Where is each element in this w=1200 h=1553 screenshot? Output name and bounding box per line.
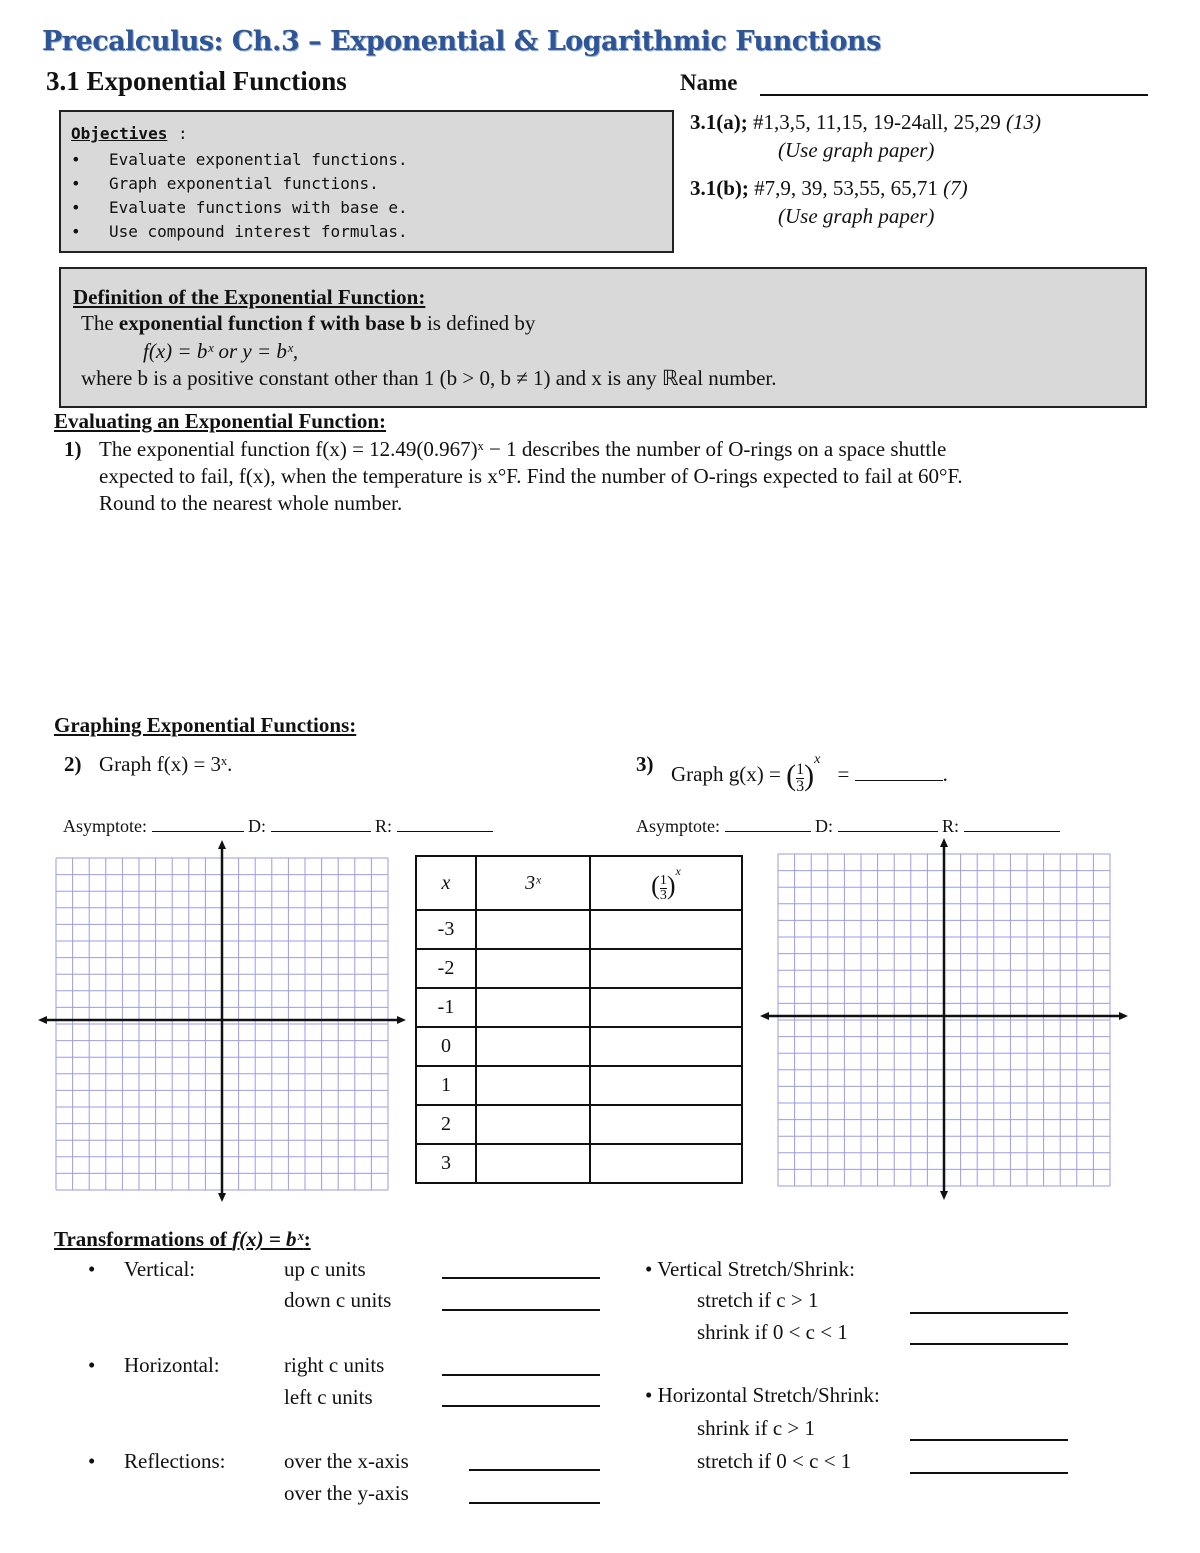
hstretch-stretch: stretch if 0 < c < 1 bbox=[697, 1449, 852, 1473]
table-row: 0 bbox=[416, 1027, 742, 1066]
axis-arrow-icon bbox=[218, 840, 226, 849]
problem-2-text: Graph f(x) = 3ˣ. bbox=[99, 752, 233, 776]
horizontal-left-blank[interactable] bbox=[442, 1405, 600, 1407]
header-one-third-x: ( $\frac{1}{3}$ )$^x$ bbox=[590, 856, 742, 910]
table-cell-one-third-x[interactable] bbox=[590, 910, 742, 949]
table-cell-3x[interactable] bbox=[476, 1144, 590, 1183]
definition-box bbox=[59, 267, 1147, 408]
table-cell-one-third-x[interactable] bbox=[590, 1105, 742, 1144]
vstretch-shrink: shrink if 0 < c < 1 bbox=[697, 1320, 848, 1344]
hstretch-stretch-blank[interactable] bbox=[910, 1472, 1068, 1474]
fraction-paren: ( bbox=[786, 759, 797, 792]
fraction: $\frac{1}{3}$ bbox=[796, 761, 805, 795]
axis-arrow-icon bbox=[397, 1016, 406, 1024]
axis-arrow-icon bbox=[940, 838, 948, 847]
table-cell-3x[interactable] bbox=[476, 1027, 590, 1066]
table-cell-one-third-x[interactable] bbox=[590, 1066, 742, 1105]
table-cell-3x[interactable] bbox=[476, 988, 590, 1027]
section-title: 3.1 Exponential Functions bbox=[46, 66, 347, 96]
bullet: • bbox=[88, 1257, 96, 1281]
domain-blank[interactable] bbox=[838, 831, 938, 832]
problem-2-number: 2) bbox=[64, 752, 82, 776]
domain-blank[interactable] bbox=[271, 831, 371, 832]
vertical-down-blank[interactable] bbox=[442, 1309, 600, 1311]
horizontal-right: right c units bbox=[284, 1353, 385, 1377]
asymptote-blank[interactable] bbox=[152, 831, 244, 832]
vstretch-shrink-blank[interactable] bbox=[910, 1343, 1068, 1345]
asd-row-left: Asymptote: D: R: bbox=[63, 816, 493, 837]
objectives-box bbox=[59, 110, 674, 253]
table-cell-one-third-x[interactable] bbox=[590, 949, 742, 988]
vstretch-stretch-blank[interactable] bbox=[910, 1312, 1068, 1314]
table-row: 2 bbox=[416, 1105, 742, 1144]
problem-1-line-2: expected to fail, f(x), when the temperature is x°F. Find the number of O-rings expected to fail at 60°F. bbox=[99, 464, 963, 488]
range-blank[interactable] bbox=[964, 831, 1060, 832]
objective-item: • Graph exponential functions. bbox=[71, 174, 379, 193]
axis-arrow-icon bbox=[218, 1193, 226, 1202]
header-x: x bbox=[416, 856, 476, 910]
objectives-heading: Objectives bbox=[71, 124, 168, 143]
table-cell-3x[interactable] bbox=[476, 1066, 590, 1105]
name-blank-line[interactable] bbox=[760, 94, 1148, 96]
graph-grid-right[interactable] bbox=[760, 838, 1128, 1200]
horizontal-label: Horizontal: bbox=[124, 1353, 220, 1377]
table-cell-3x[interactable] bbox=[476, 949, 590, 988]
vertical-up-blank[interactable] bbox=[442, 1277, 600, 1279]
homework-a: 3.1(a); #1,3,5, 11,15, 19-24all, 25,29 (13) bbox=[690, 110, 1041, 134]
table-cell-one-third-x[interactable] bbox=[590, 988, 742, 1027]
table-row: -2 bbox=[416, 949, 742, 988]
table-row: 3 bbox=[416, 1144, 742, 1183]
vertical-label: Vertical: bbox=[124, 1257, 196, 1281]
axis-arrow-icon bbox=[38, 1016, 47, 1024]
evaluating-heading: Evaluating an Exponential Function: bbox=[54, 409, 386, 433]
problem-3-number: 3) bbox=[636, 752, 654, 776]
table-row: -3 bbox=[416, 910, 742, 949]
bullet: • bbox=[88, 1449, 96, 1473]
table-header-row bbox=[416, 856, 742, 910]
reflect-y: over the y-axis bbox=[284, 1481, 409, 1505]
graph-grid-left[interactable] bbox=[38, 840, 406, 1202]
problem-3-text: Graph g(x) = ( $\frac{1}{3}$ )$^x$ = . bbox=[671, 752, 948, 795]
vstretch-label: • Vertical Stretch/Shrink: bbox=[645, 1257, 855, 1281]
hstretch-shrink: shrink if c > 1 bbox=[697, 1416, 815, 1440]
table-row: -1 bbox=[416, 988, 742, 1027]
header-3x: 3ˣ bbox=[476, 856, 590, 910]
problem-1-line-1: The exponential function f(x) = 12.49(0.967)ˣ − 1 describes the number of O-rings on a space shuttle bbox=[99, 437, 947, 461]
horizontal-right-blank[interactable] bbox=[442, 1374, 600, 1376]
homework-b: 3.1(b); #7,9, 39, 53,55, 65,71 (7) bbox=[690, 176, 968, 200]
objectives-list bbox=[71, 148, 408, 244]
problem-1-line-3: Round to the nearest whole number. bbox=[99, 491, 403, 515]
definition-line-1: The exponential function f with base b is defined by bbox=[81, 311, 536, 335]
asd-row-right: Asymptote: D: R: bbox=[636, 816, 1060, 837]
axis-arrow-icon bbox=[940, 1191, 948, 1200]
transformations-heading: Transformations of f(x) = bˣ: bbox=[54, 1227, 311, 1251]
vertical-down: down c units bbox=[284, 1288, 392, 1312]
vstretch-stretch: stretch if c > 1 bbox=[697, 1288, 819, 1312]
graphing-heading: Graphing Exponential Functions: bbox=[54, 713, 357, 737]
table-cell-3x[interactable] bbox=[476, 910, 590, 949]
hstretch-label: • Horizontal Stretch/Shrink: bbox=[645, 1383, 880, 1407]
horizontal-left: left c units bbox=[284, 1385, 373, 1409]
objective-item: • Evaluate functions with base e. bbox=[71, 198, 408, 217]
reflections-label: Reflections: bbox=[124, 1449, 226, 1473]
table-cell-3x[interactable] bbox=[476, 1105, 590, 1144]
objective-item: • Use compound interest formulas. bbox=[71, 222, 408, 241]
objectives-heading-colon: : bbox=[178, 124, 188, 143]
bullet: • bbox=[88, 1353, 96, 1377]
asymptote-blank[interactable] bbox=[725, 831, 811, 832]
problem-1-number: 1) bbox=[64, 437, 82, 461]
definition-heading: Definition of the Exponential Function: bbox=[73, 285, 426, 309]
course-title: Precalculus: Ch.3 – Exponential & Logarithmic Functions bbox=[42, 26, 881, 57]
homework-b-note: (Use graph paper) bbox=[778, 204, 935, 228]
problem-3-answer-blank[interactable] bbox=[855, 780, 943, 781]
homework-a-note: (Use graph paper) bbox=[778, 138, 935, 162]
table-cell-one-third-x[interactable] bbox=[590, 1027, 742, 1066]
reflect-x-blank[interactable] bbox=[469, 1469, 600, 1471]
table-cell-one-third-x[interactable] bbox=[590, 1144, 742, 1183]
vertical-up: up c units bbox=[284, 1257, 366, 1281]
axis-arrow-icon bbox=[1119, 1012, 1128, 1020]
name-label: Name bbox=[680, 70, 738, 95]
values-table bbox=[415, 855, 743, 1184]
definition-line-3: where b is a positive constant other than 1 (b > 0, b ≠ 1) and x is any ℝeal number. bbox=[81, 366, 777, 390]
definition-formula: f(x) = bˣ or y = bˣ, bbox=[143, 339, 299, 363]
objective-item: • Evaluate exponential functions. bbox=[71, 150, 408, 169]
reflect-x: over the x-axis bbox=[284, 1449, 409, 1473]
reflect-y-blank[interactable] bbox=[469, 1502, 600, 1504]
axis-arrow-icon bbox=[760, 1012, 769, 1020]
table-row: 1 bbox=[416, 1066, 742, 1105]
range-blank[interactable] bbox=[397, 831, 493, 832]
hstretch-shrink-blank[interactable] bbox=[910, 1439, 1068, 1441]
